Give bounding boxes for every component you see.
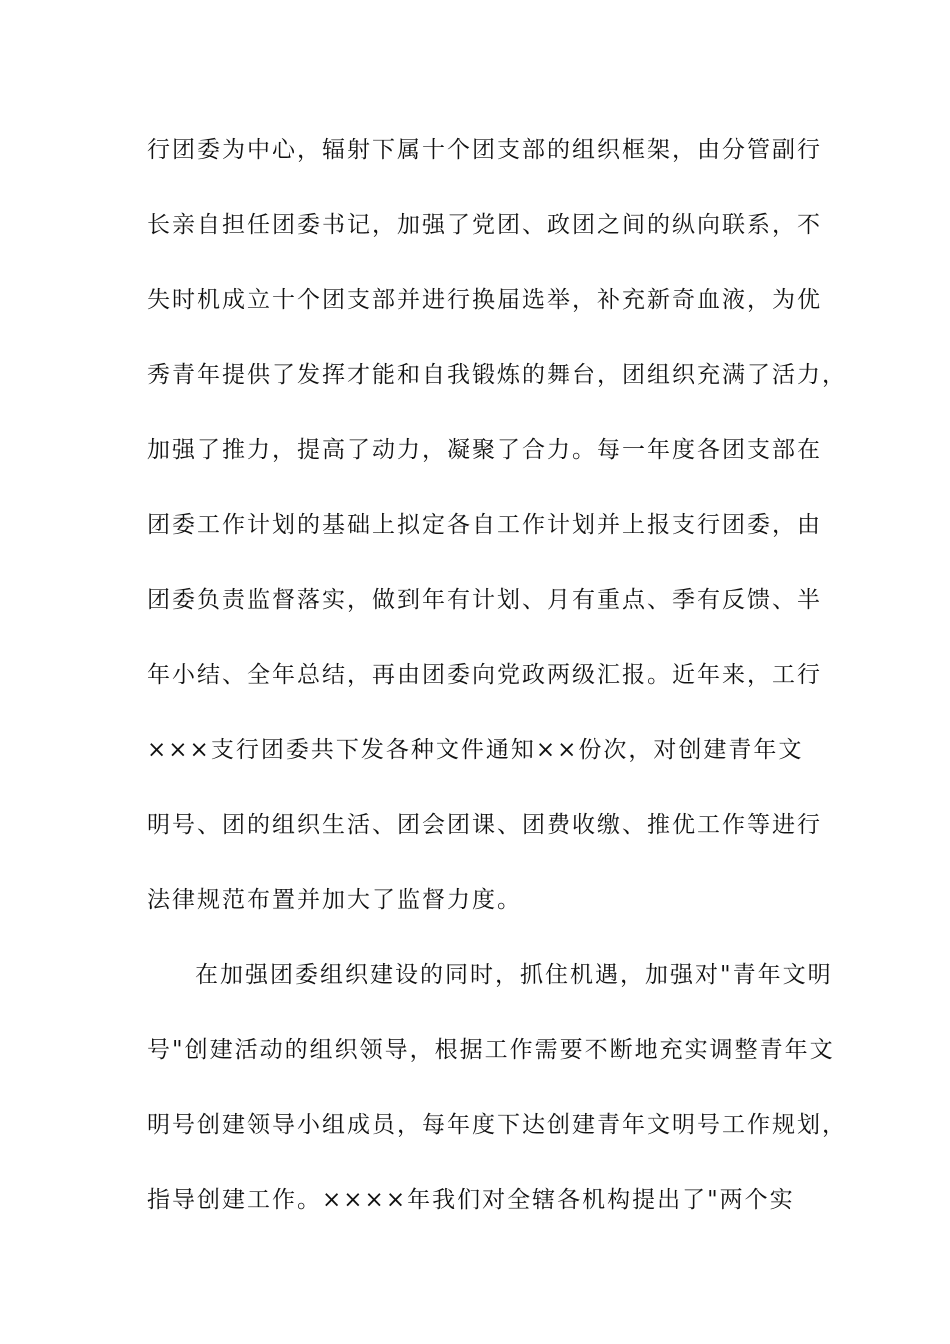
text-line: 号"创建活动的组织领导，根据工作需要不断地充实调整青年文 [147,1037,835,1063]
text-line: 年小结、全年总结，再由团委向党政两级汇报。近年来，工行 [147,662,822,688]
text-line: 明号创建领导小组成员，每年度下达创建青年文明号工作规划， [147,1112,847,1138]
paragraph-2 [147,953,847,1253]
paragraph-1 [147,128,847,953]
text-line: 在加强团委组织建设的同时，抓住机遇，加强对"青年文明 [195,962,833,988]
text-line: 加强了推力，提高了动力，凝聚了合力。每一年度各团支部在 [147,437,822,463]
text-line: 团委负责监督落实，做到年有计划、月有重点、季有反馈、半 [147,587,822,613]
text-line: 指导创建工作。××××年我们对全辖各机构提出了"两个实 [147,1187,795,1213]
text-line: ×××支行团委共下发各种文件通知××份次，对创建青年文 [147,737,804,763]
text-line: 秀青年提供了发挥才能和自我锻炼的舞台，团组织充满了活力， [147,362,847,388]
text-line: 行团委为中心，辐射下属十个团支部的组织框架，由分管副行 [147,137,822,163]
text-line: 失时机成立十个团支部并进行换届选举，补充新奇血液，为优 [147,287,822,313]
document-body [147,128,847,1253]
text-line: 团委工作计划的基础上拟定各自工作计划并上报支行团委，由 [147,512,822,538]
text-line: 法律规范布置并加大了监督力度。 [147,887,522,913]
text-line: 长亲自担任团委书记，加强了党团、政团之间的纵向联系，不 [147,212,822,238]
text-line: 明号、团的组织生活、团会团课、团费收缴、推优工作等进行 [147,812,822,838]
